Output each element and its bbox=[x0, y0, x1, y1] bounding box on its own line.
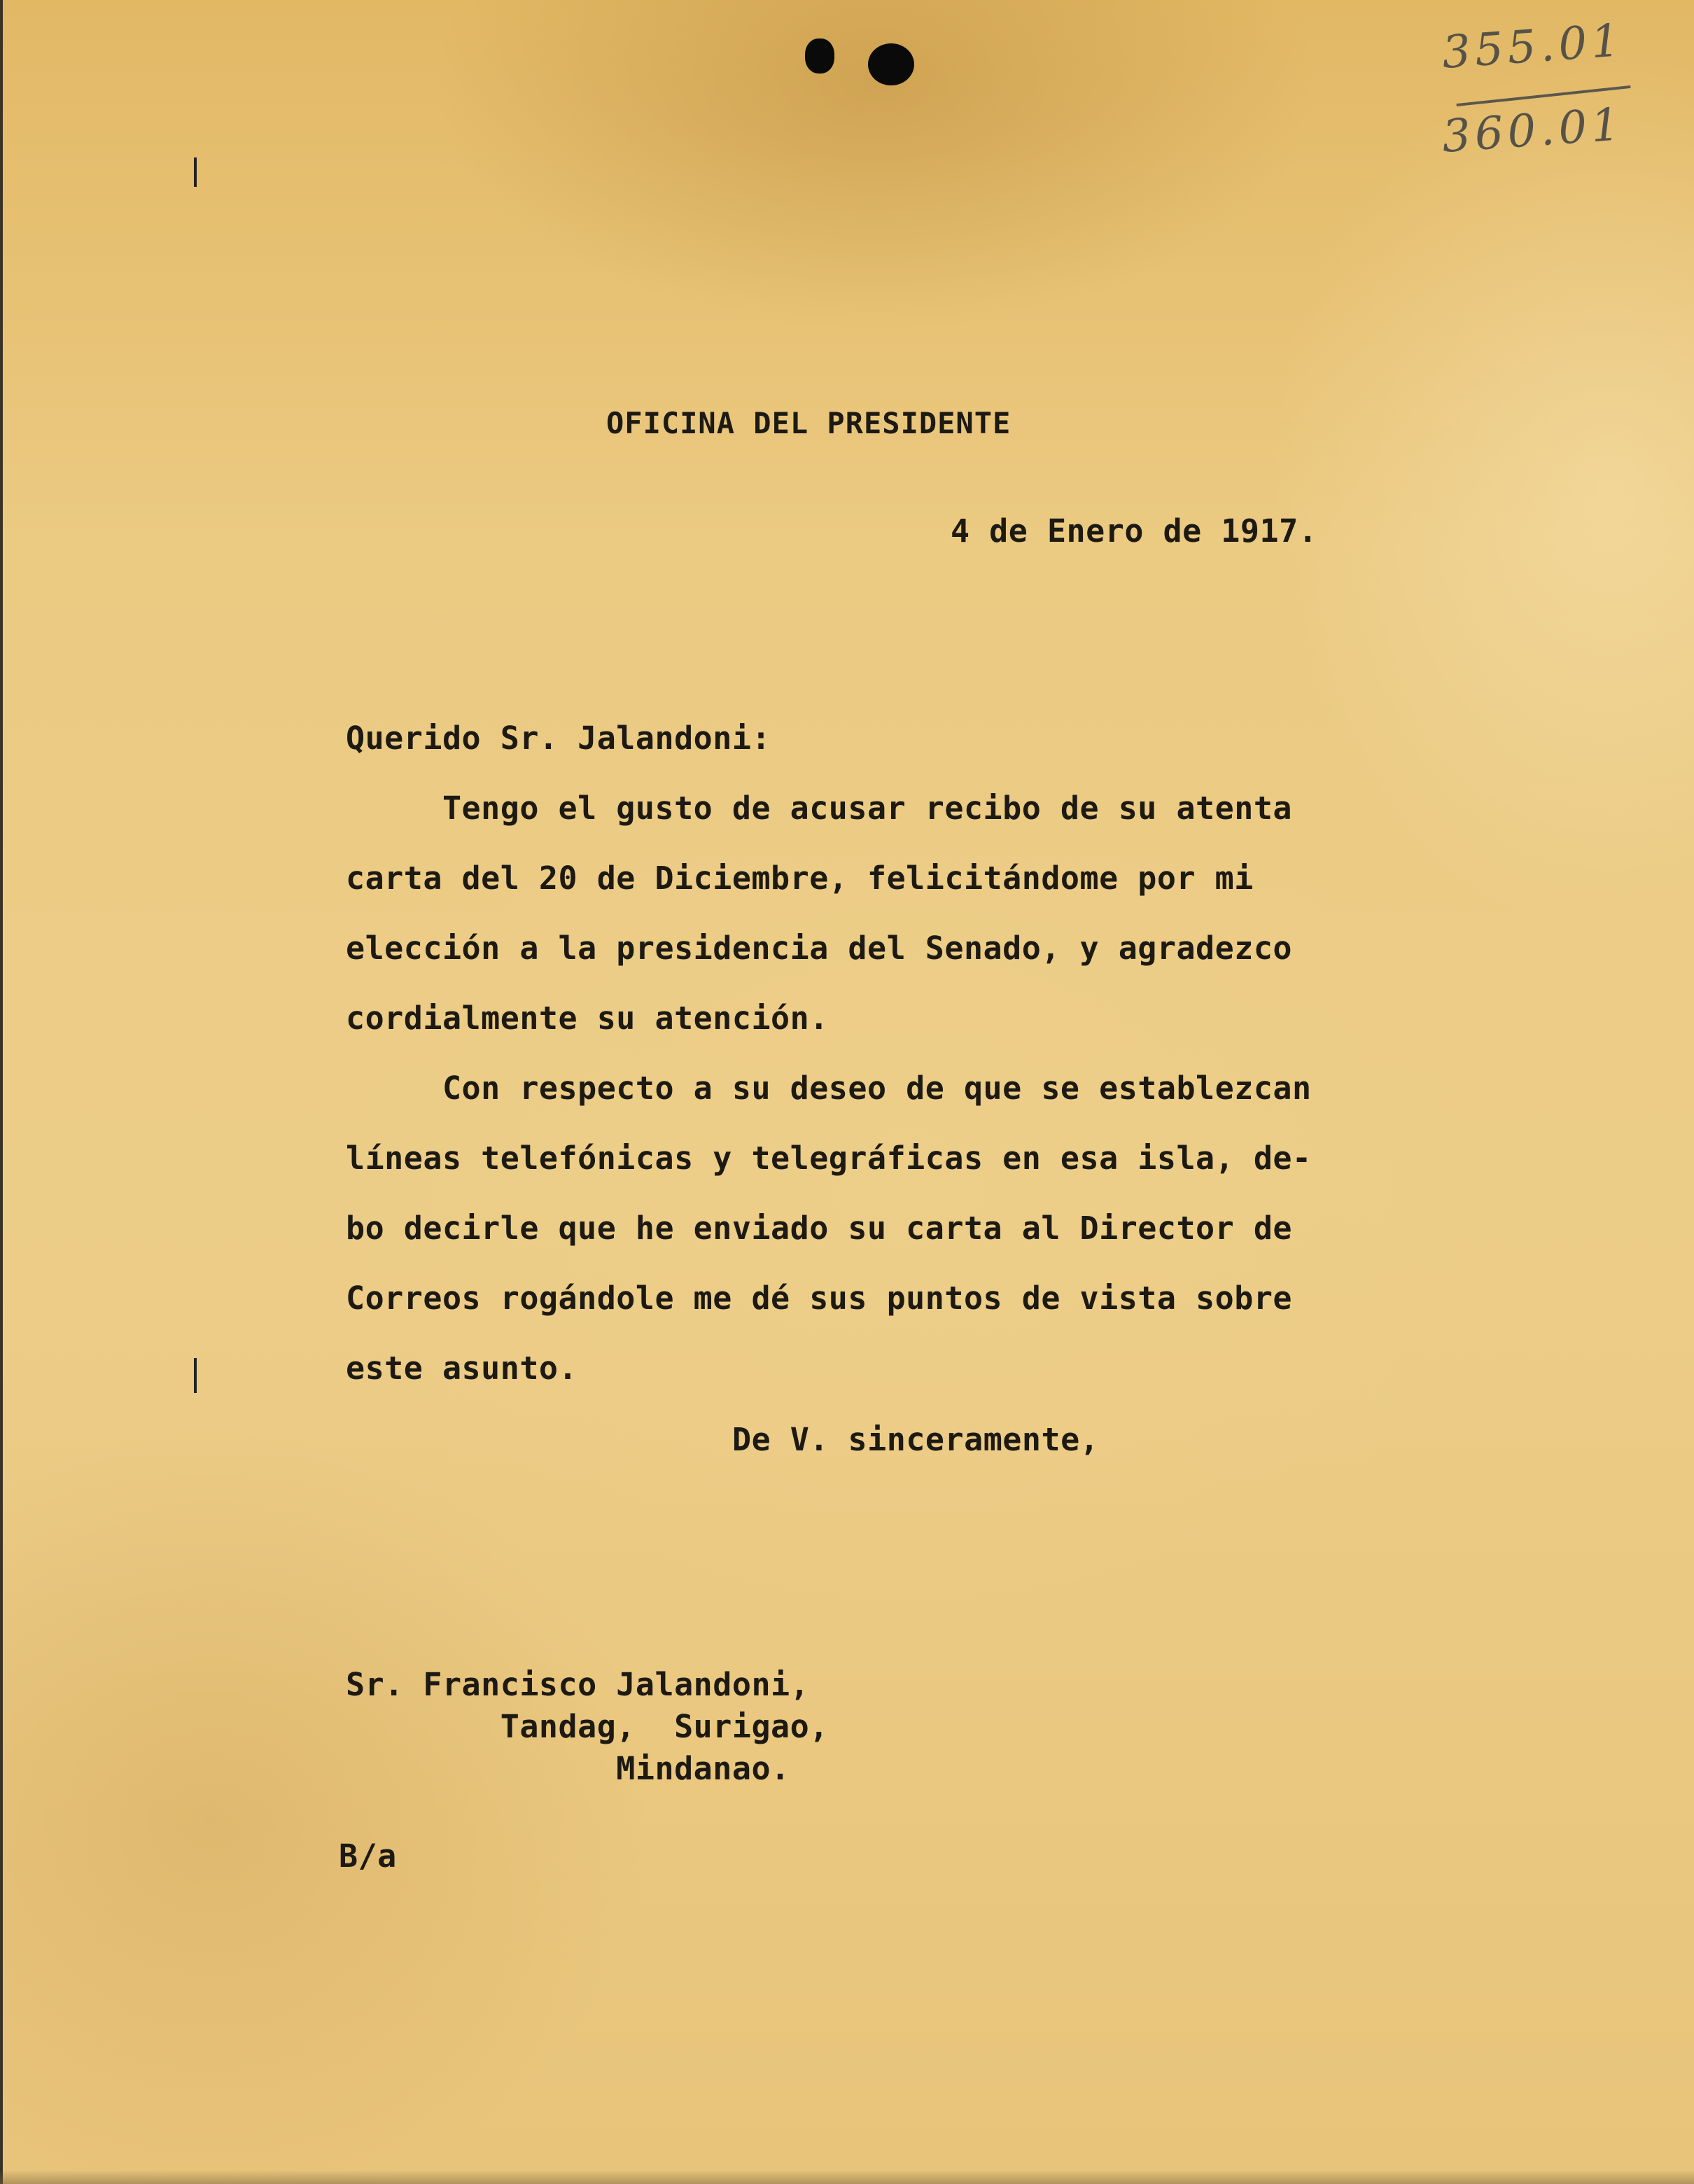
letter-heading: OFICINA DEL PRESIDENTE bbox=[606, 406, 1011, 440]
letter-salutation: Querido Sr. Jalandoni: bbox=[346, 720, 771, 757]
address-line-1: Sr. Francisco Jalandoni, bbox=[346, 1666, 810, 1703]
body-line-7: bo decirle que he enviado su carta al Director de bbox=[346, 1210, 1293, 1247]
archive-number-2: 360.01 bbox=[1440, 99, 1626, 163]
margin-tick-mark bbox=[194, 158, 197, 187]
letter-closing: De V. sinceramente, bbox=[732, 1421, 1100, 1458]
typist-initials: B/a bbox=[339, 1837, 397, 1875]
body-line-2: carta del 20 de Diciembre, felicitándome por mi bbox=[346, 860, 1254, 897]
body-line-3: elección a la presidencia del Senado, y agradezco bbox=[346, 930, 1293, 967]
body-line-8: Correos rogándole me dé sus puntos de vista sobre bbox=[346, 1280, 1293, 1317]
scan-edge bbox=[0, 0, 3, 2184]
address-line-2: Tandag, Surigao, bbox=[346, 1708, 829, 1745]
body-line-6: líneas telefónicas y telegráficas en esa isla, de- bbox=[346, 1140, 1312, 1177]
body-line-9: este asunto. bbox=[346, 1350, 578, 1387]
archive-number-1: 355.01 bbox=[1440, 15, 1626, 79]
letter-date: 4 de Enero de 1917. bbox=[951, 512, 1318, 550]
punch-hole-left bbox=[805, 38, 834, 74]
address-line-3: Mindanao. bbox=[346, 1750, 790, 1787]
body-line-1: Tengo el gusto de acusar recibo de su atenta bbox=[346, 790, 1293, 827]
body-line-4: cordialmente su atención. bbox=[346, 1000, 829, 1037]
scan-footer-strip bbox=[0, 2170, 1694, 2184]
punch-hole-right bbox=[868, 43, 914, 85]
margin-tick-mark bbox=[194, 1358, 197, 1393]
body-line-5: Con respecto a su deseo de que se establezcan bbox=[346, 1070, 1312, 1107]
